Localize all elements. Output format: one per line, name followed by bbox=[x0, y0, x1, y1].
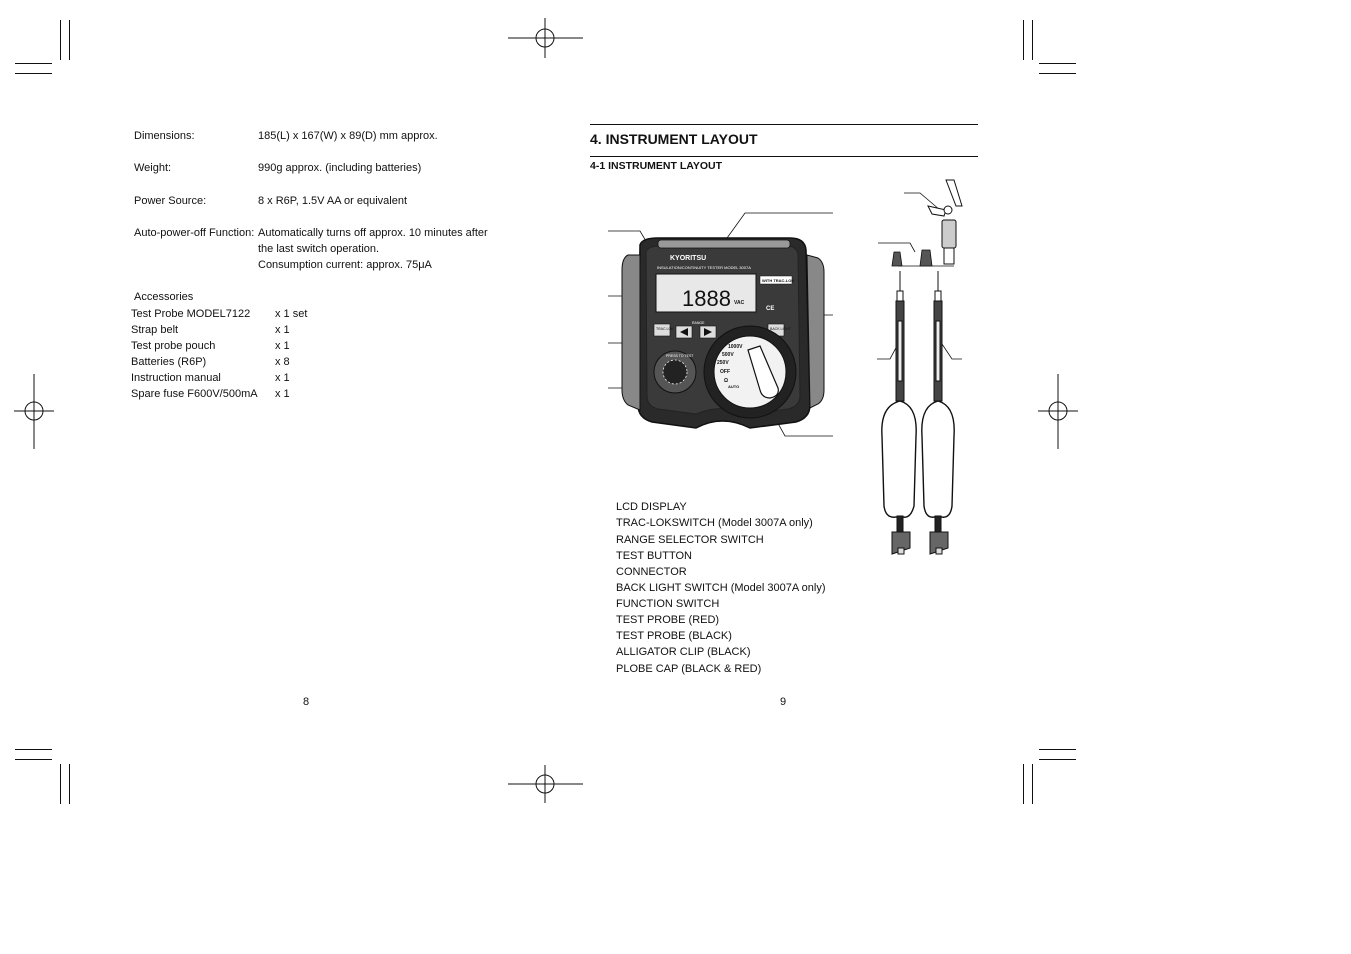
accessory-name: Spare fuse F600V/500mA bbox=[131, 388, 258, 400]
accessories-title: Accessories bbox=[134, 291, 194, 303]
back-light-label: BACK LIGHT bbox=[770, 327, 791, 331]
range-auto: AUTO bbox=[728, 384, 740, 389]
badge-text: WITH TRAC-LOK bbox=[762, 278, 795, 283]
spec-value: 8 x R6P, 1.5V AA or equivalent bbox=[258, 195, 408, 207]
list-item: LCD DISPLAY bbox=[616, 501, 687, 513]
lcd-unit: VAC bbox=[734, 300, 745, 306]
section-title: 4. INSTRUMENT LAYOUT bbox=[590, 131, 758, 147]
accessory-qty: x 1 bbox=[275, 340, 290, 352]
accessory-name: Test Probe MODEL7122 bbox=[131, 308, 251, 320]
section-rule-top bbox=[590, 124, 978, 125]
page-number-right: 9 bbox=[780, 696, 787, 708]
probe-cap-black bbox=[892, 252, 902, 266]
subsection-title: 4-1 INSTRUMENT LAYOUT bbox=[590, 160, 723, 172]
ce-mark: CE bbox=[766, 306, 775, 312]
list-item: PLOBE CAP (BLACK & RED) bbox=[616, 663, 762, 675]
spec-value: Automatically turns off approx. 10 minutes after bbox=[258, 227, 488, 239]
accessory-name: Strap belt bbox=[131, 324, 179, 336]
range-500v: 500V bbox=[722, 352, 734, 358]
test-probe-black bbox=[934, 271, 942, 401]
probes-illustration bbox=[870, 176, 980, 568]
page-number-left: 8 bbox=[303, 696, 310, 708]
accessory-name: Test probe pouch bbox=[131, 340, 216, 352]
accessory-name: Instruction manual bbox=[131, 372, 221, 384]
left-grip bbox=[622, 255, 640, 410]
test-button-label: PRESS TO TEST bbox=[666, 354, 694, 358]
model-line-text: INSULATION/CONTINUITY TESTER MODEL 3007A bbox=[657, 265, 751, 270]
range-off: OFF bbox=[720, 369, 730, 375]
accessory-name: Batteries (R6P) bbox=[131, 356, 207, 368]
list-item: ALLIGATOR CLIP (BLACK) bbox=[616, 646, 751, 658]
spec-value: the last switch operation. bbox=[258, 243, 380, 255]
test-probe-red bbox=[896, 271, 904, 401]
range-ohm: Ω bbox=[724, 378, 729, 384]
list-item: BACK LIGHT SWITCH (Model 3007A only) bbox=[616, 582, 826, 594]
range-1000v: 1000V bbox=[728, 344, 743, 350]
range-label: RANGE bbox=[692, 321, 705, 325]
spec-value: Consumption current: approx. 75μA bbox=[258, 259, 432, 271]
spec-label: Auto-power-off Function: bbox=[134, 227, 255, 239]
alligator-clip bbox=[928, 180, 962, 264]
spec-label: Dimensions: bbox=[134, 130, 195, 142]
probe-connectors bbox=[892, 516, 948, 554]
accessory-qty: x 8 bbox=[275, 356, 290, 368]
spec-label: Power Source: bbox=[134, 195, 207, 207]
accessory-qty: x 1 bbox=[275, 388, 290, 400]
probe-leader-lines bbox=[877, 193, 962, 359]
probe-cables bbox=[882, 401, 954, 517]
test-button bbox=[663, 360, 687, 384]
right-grip bbox=[807, 255, 824, 408]
list-item: CONNECTOR bbox=[616, 566, 687, 578]
accessory-qty: x 1 set bbox=[275, 308, 308, 320]
list-item: TRAC-LOKSWITCH (Model 3007A only) bbox=[616, 517, 813, 529]
instrument-illustration bbox=[600, 200, 845, 445]
list-item: RANGE SELECTOR SWITCH bbox=[616, 534, 764, 546]
list-item: TEST BUTTON bbox=[616, 550, 692, 562]
accessory-qty: x 1 bbox=[275, 372, 290, 384]
section-rule-bottom bbox=[590, 156, 978, 157]
accessory-qty: x 1 bbox=[275, 324, 290, 336]
spec-label: Weight: bbox=[134, 162, 172, 174]
lcd-digits: 1888 bbox=[682, 286, 731, 311]
list-item: FUNCTION SWITCH bbox=[616, 598, 720, 610]
list-item: TEST PROBE (RED) bbox=[616, 614, 720, 626]
spec-value: 185(L) x 167(W) x 89(D) mm approx. bbox=[258, 130, 438, 142]
spec-value: 990g approx. (including batteries) bbox=[258, 162, 422, 174]
brand-text: KYORITSU bbox=[670, 255, 707, 262]
probe-cap-red bbox=[920, 250, 932, 266]
range-250v: 250V bbox=[717, 360, 729, 366]
top-band bbox=[658, 240, 790, 248]
list-item: TEST PROBE (BLACK) bbox=[616, 630, 732, 642]
trac-lok-label: TRAC LOK bbox=[656, 327, 674, 331]
